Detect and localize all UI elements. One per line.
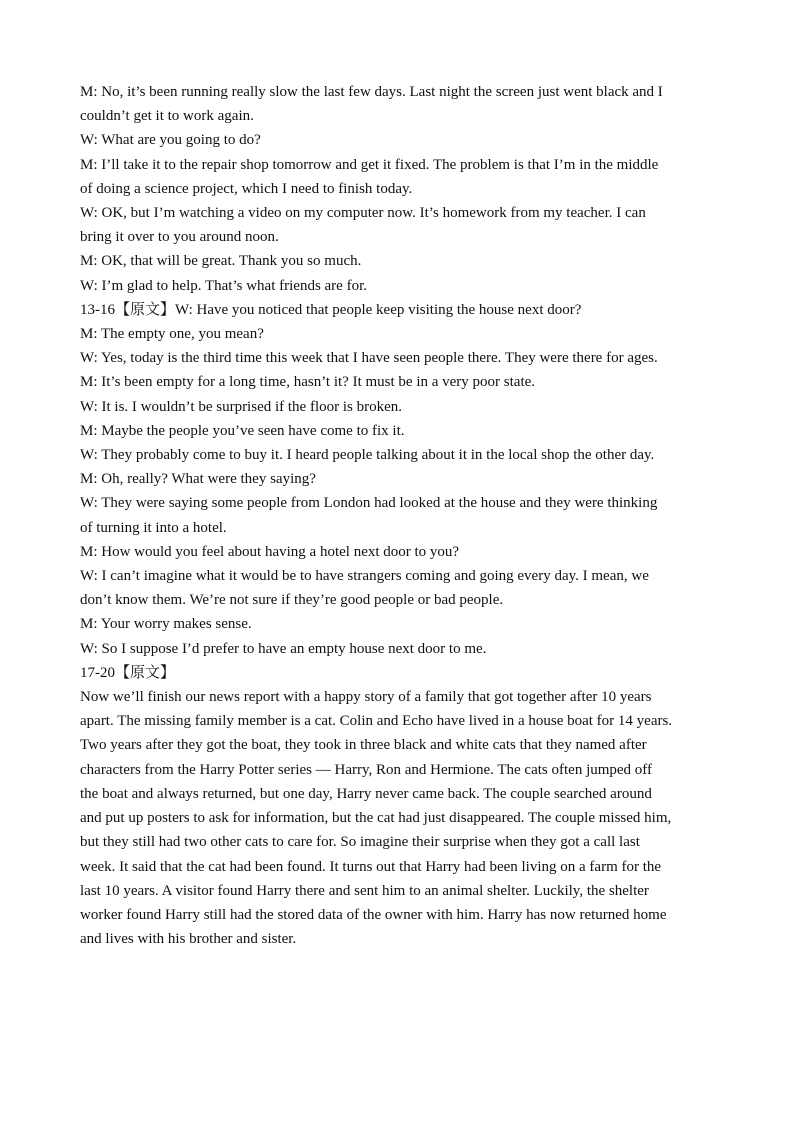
dialogue-1: [80, 80, 730, 298]
text-line: Two years after they got the boat, they took in three black and white cats that they named after: [80, 737, 647, 754]
text-line: W: I’m glad to help. That’s what friends are for.: [80, 277, 367, 294]
document-page: [80, 80, 730, 951]
text-line: M: No, it’s been running really slow the last few days. Last night the screen just went black and I: [80, 84, 663, 100]
text-line: W: I can’t imagine what it would be to have strangers coming and going every day. I mean, we: [80, 568, 649, 585]
text-line: worker found Harry still had the stored data of the owner with him. Harry has now returned home: [80, 906, 667, 923]
text-line: of doing a science project, which I need to finish today.: [80, 180, 413, 197]
text-line: of turning it into a hotel.: [80, 519, 227, 536]
text-line: week. It said that the cat had been found. It turns out that Harry had been living on a farm for the: [80, 858, 662, 875]
text-line: don’t know them. We’re not sure if they’re good people or bad people.: [80, 592, 504, 609]
text-line: M: I’ll take it to the repair shop tomorrow and get it fixed. The problem is that I’m in the middle: [80, 156, 659, 173]
text-line: W: They were saying some people from London had looked at the house and they were thinking: [80, 495, 658, 512]
text-line: W: So I suppose I’d prefer to have an empty house next door to me.: [80, 640, 487, 657]
section-heading: 13-16【原文】W: Have you noticed that people keep visiting the house next door?: [80, 301, 582, 318]
text-line: M: The empty one, you mean?: [80, 326, 264, 343]
text-line: M: Oh, really? What were they saying?: [80, 471, 316, 488]
text-line: characters from the Harry Potter series — Harry, Ron and Hermione. The cats often jumped off: [80, 761, 653, 778]
text-line: W: What are you going to do?: [80, 132, 261, 149]
text-line: couldn’t get it to work again.: [80, 108, 254, 125]
text-line: Now we’ll finish our news report with a happy story of a family that got together after 10 years: [80, 689, 652, 706]
text-line: and lives with his brother and sister.: [80, 931, 297, 948]
text-line: but they still had two other cats to care for. So imagine their surprise when they got a call last: [80, 834, 640, 851]
text-line: bring it over to you around noon.: [80, 229, 279, 246]
text-line: apart. The missing family member is a cat. Colin and Echo have lived in a house boat for 14 years.: [80, 713, 673, 730]
section-13-16: [80, 298, 730, 661]
text-line: M: It’s been empty for a long time, hasn’t it? It must be in a very poor state.: [80, 374, 536, 391]
text-line: last 10 years. A visitor found Harry there and sent him to an animal shelter. Luckily, the shelter: [80, 882, 649, 899]
text-line: W: Yes, today is the third time this week that I have seen people there. They were there for ages.: [80, 350, 658, 367]
text-line: M: OK, that will be great. Thank you so much.: [80, 253, 362, 270]
text-line: M: How would you feel about having a hotel next door to you?: [80, 543, 460, 560]
text-line: and put up posters to ask for information, but the cat had just disappeared. The couple missed him,: [80, 810, 672, 827]
text-line: W: It is. I wouldn’t be surprised if the floor is broken.: [80, 398, 403, 415]
text-line: W: They probably come to buy it. I heard people talking about it in the local shop the other day.: [80, 447, 655, 464]
text-line: M: Your worry makes sense.: [80, 616, 252, 633]
text-line: M: Maybe the people you’ve seen have come to fix it.: [80, 422, 405, 439]
text-line: W: OK, but I’m watching a video on my computer now. It’s homework from my teacher. I can: [80, 205, 646, 222]
section-heading: 17-20【原文】: [80, 664, 175, 681]
text-line: the boat and always returned, but one day, Harry never came back. The couple searched around: [80, 785, 652, 802]
section-17-20: [80, 661, 730, 951]
